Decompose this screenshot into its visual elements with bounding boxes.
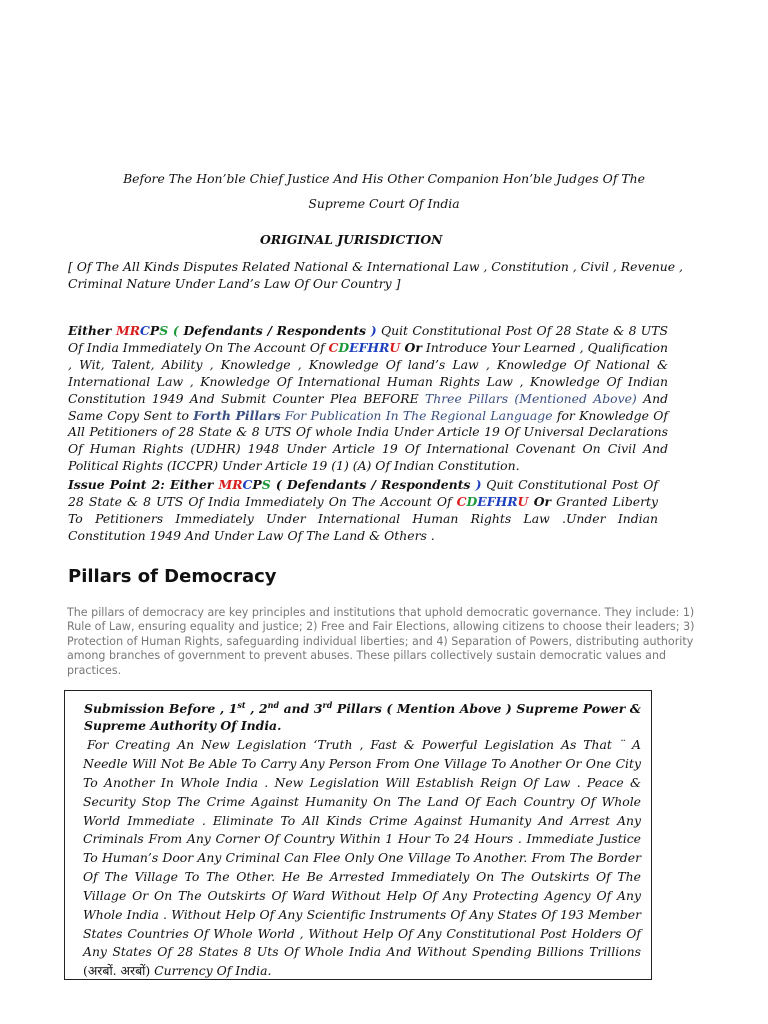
issue1-cd-efhr: EFHR	[349, 339, 390, 355]
submission-label: Submission Before ,	[84, 701, 229, 717]
pillar-3-sup: rd	[322, 700, 333, 710]
submission-text	[83, 697, 641, 981]
issue2-m: M	[218, 477, 233, 492]
issue2-cd-c: C	[456, 493, 467, 509]
issue1-cd-d: D	[338, 339, 350, 355]
issue1-s: S	[159, 323, 169, 338]
submission-body-text: For Creating An New Legislation ‘Truth , Fast & Powerful Legislation As That ¨ A Needle Will Not Be Able To Carry Any Person From One Village To Another Or One City To Another In Whole India . New Legislation Will Establish Reign Of Law . Peace & Security Stop The Crime Against Humanity On The Land Of Each Country Of Whole World Immediate . Eliminate To All Kinds Crime Against Humanity And Arrest Any Criminals From Any Corner Of Country Within 1 Hour To 24 Hours . Immediate Justice To Human’s Door Any Criminal Can Flee Only One Village To Another. From The Border Of The Village To The Other. He Be Arrested Immediately On The Outskirts Of The Village Or On The Outskirts Of Ward Without Help Of Any Protecting Agency Of Any Whole India . Without Help Of Any Scientific Instruments Of Any States Of 193 Member States Countries Of Whole World , Without Help Of Any Constitutional Post Holders Of Any States Of 28 States 8 Uts Of Whole India And Without Spending Billions Trillions	[83, 737, 641, 960]
jurisdiction-title: ORIGINAL JURISDICTION	[260, 232, 443, 247]
issue1-text-b: Introduce Your Learned , Qualification , Wit, Talent, Ability , Knowledge , Knowledge Of land’s Law , Knowledge Of National & International Law , Knowledge Of International Human Rights Law , Knowledge Of Indian Constitution 1949 And Submit Counter Plea BEFORE	[68, 339, 668, 406]
issue2-text-b: Granted Liberty To Petitioners Immediately Under International Human Rights Law .Under Indian Constitution 1949 And Under Law Of The Land & Others .	[68, 493, 658, 543]
court-heading-line2: Supreme Court Of India	[308, 196, 460, 211]
issue2-cd-d: D	[466, 493, 478, 509]
issue2-c: C	[242, 477, 253, 492]
issue1-either: Either	[68, 323, 117, 338]
issue1-cd-c: C	[328, 339, 339, 355]
issue2-parties: Defendants / Respondents	[286, 477, 471, 492]
submission-ending: Currency Of India.	[150, 963, 272, 979]
issue2-close: )	[470, 477, 482, 492]
issue1-text-c: And Same Copy Sent to	[68, 390, 668, 423]
court-heading-line1: Before The Hon’ble Chief Justice And His Other Companion Hon’ble Judges Of The	[123, 171, 645, 186]
issue1-r: R	[129, 323, 141, 338]
issue1-forth: Forth	[193, 407, 231, 423]
issue2-open: (	[270, 477, 287, 492]
issue1-text-a: Quit Constitutional Post Of 28 State & 8 UTS Of India Immediately On The Account Of	[68, 323, 669, 355]
submission-hindi: (अरबों. अरबों)	[83, 963, 151, 979]
issue1-three-pillars: Three Pillars (Mentioned Above)	[424, 390, 637, 406]
section-summary: The pillars of democracy are key principles and institutions that uphold democratic governance. They include: 1) Rule of Law, ensuring equality and justice; 2) Free and Fair Elections, allowing citizens to choose their leaders; 3) Protection of Human Rights, safeguarding individual liberties; and 4) Separation of Powers, distributing authority among branches of government to prevent abuses. These pillars collectively sustain democratic values and practices.	[67, 606, 695, 677]
pillar-1-sup: st	[237, 700, 246, 710]
jurisdiction-scope: [ Of The All Kinds Disputes Related National & International Law , Constitution , Civil , Revenue , Criminal Nature Under Land’s Law Of Our Country ]	[68, 259, 683, 291]
issue1-open: (	[168, 323, 184, 338]
submission-box	[64, 690, 652, 980]
issue-point-2	[68, 477, 658, 545]
issue2-or: Or	[528, 493, 552, 509]
issue1-text-d: for Knowledge Of All Petitioners of 28 State & 8 UTS Of whole India Under Article 19 Of Universal Declarations Of Human Rights (UDHR) 1948 Under Article 19 Of International Covenant On Civil And Political Rights (ICCPR) Under Article 19 (1) (A) Of Indian Constitution.	[68, 407, 668, 474]
issue1-or: Or	[400, 339, 422, 355]
issue1-cd-u: U	[389, 339, 401, 355]
issue1-close: )	[366, 323, 377, 338]
pillar-sep-2: and 3	[279, 701, 323, 717]
pillar-2-sup: nd	[267, 700, 280, 710]
submission-pillars: Pillars ( Mention Above ) Supreme Power & Supreme Authority Of India.	[84, 701, 641, 733]
pillar-1: 1	[228, 701, 238, 717]
issue2-cd-u: U	[517, 493, 529, 509]
issue2-cd-efhr: EFHR	[477, 493, 518, 509]
submission-heading	[83, 697, 641, 734]
issue1-c: C	[140, 323, 150, 338]
issue1-pillars: Pillars	[230, 407, 281, 423]
pillar-sep-1: , 2	[245, 701, 268, 717]
issue-point-1	[68, 323, 668, 475]
issue2-p: P	[252, 477, 262, 492]
section-heading: Pillars of Democracy	[68, 566, 277, 587]
issue1-parties: Defendants / Respondents	[183, 323, 367, 338]
issue1-publication: For Publication In The Regional Language	[280, 407, 553, 423]
submission-body	[83, 736, 641, 981]
issue1-m: M	[116, 323, 130, 338]
issue2-label: Issue Point 2: Either	[68, 477, 219, 492]
issue2-text-a: Quit Constitutional Post Of 28 State & 8 UTS Of India Immediately On The Account Of	[68, 477, 658, 509]
issue1-p: P	[149, 323, 160, 338]
issue2-s: S	[261, 477, 271, 492]
issue2-r: R	[232, 477, 243, 492]
